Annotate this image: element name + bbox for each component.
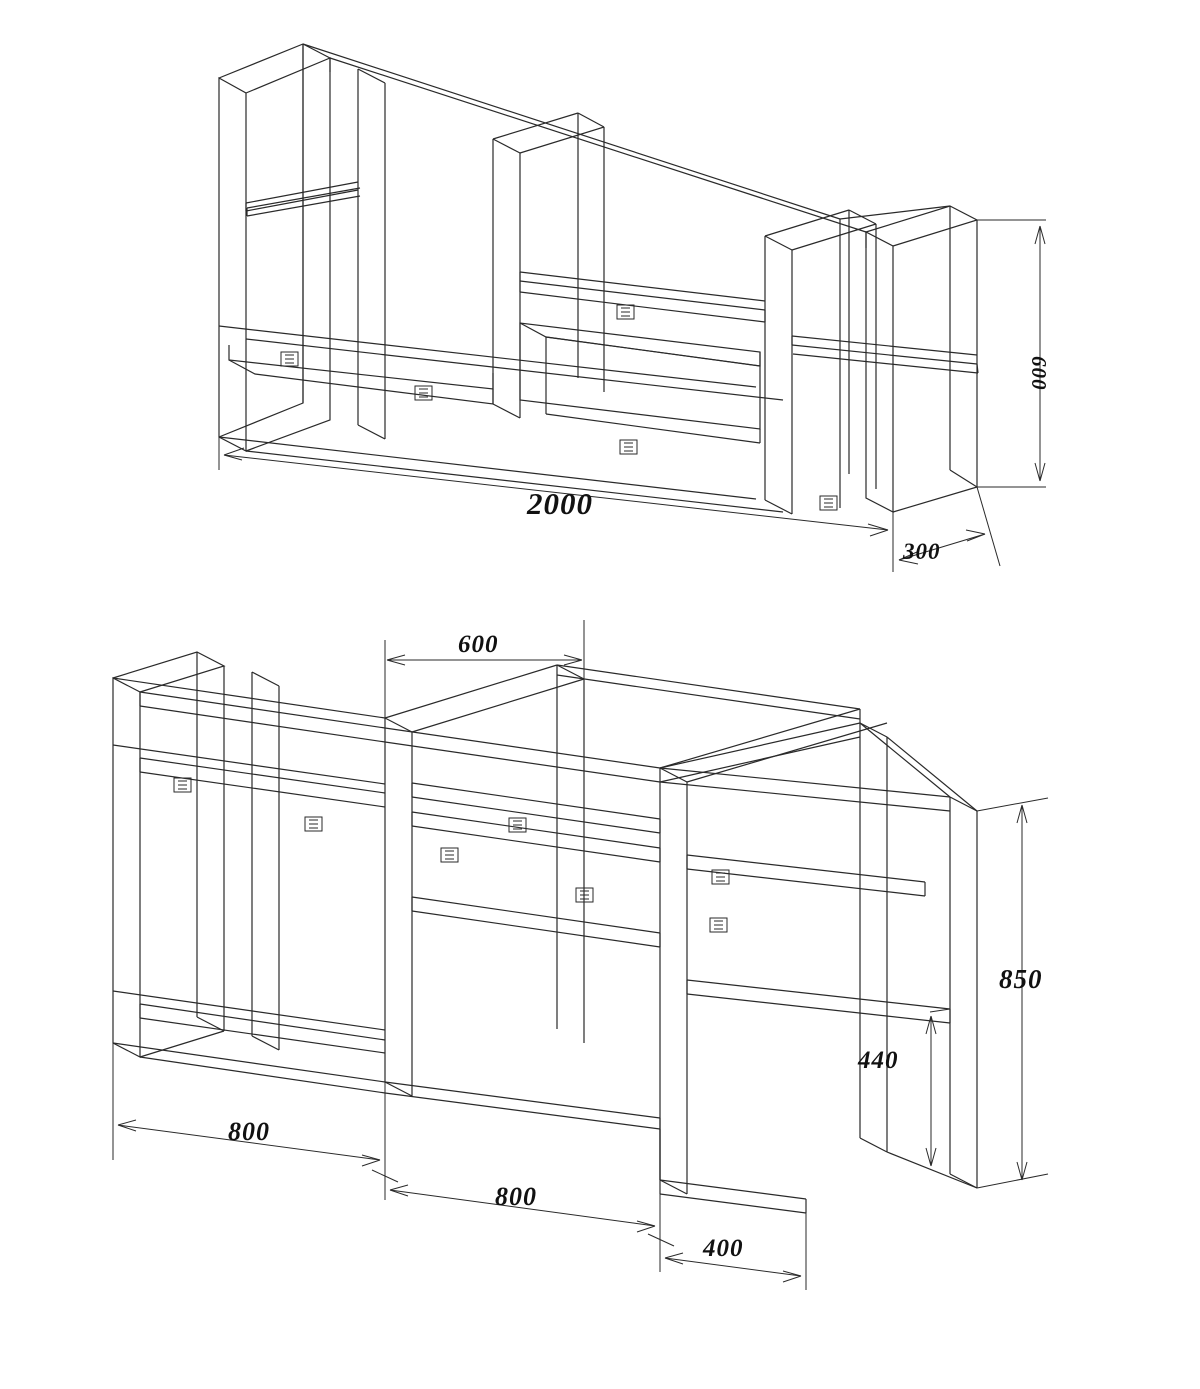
- upper-cabinet-body: [219, 44, 978, 514]
- dimension-label-height-600: 600: [1027, 356, 1051, 391]
- dimension-label-depth-300: 300: [903, 539, 941, 564]
- lower-cabinet-hardware-markers: [174, 778, 729, 932]
- dimension-label-top-600: 600: [458, 631, 499, 658]
- upper-dimension-lines: [219, 220, 1046, 572]
- dimension-label-width-800-center: 800: [495, 1182, 537, 1211]
- dimension-label-width-400-right: 400: [703, 1235, 744, 1262]
- dimension-label-width-2000: 2000: [527, 486, 593, 521]
- dimension-label-height-440: 440: [858, 1047, 899, 1074]
- lower-dimension-lines: [113, 620, 1048, 1290]
- dimension-label-height-850: 850: [999, 964, 1043, 994]
- upper-cabinet-hardware-markers: [281, 305, 837, 510]
- dimension-label-width-800-left: 800: [228, 1117, 270, 1146]
